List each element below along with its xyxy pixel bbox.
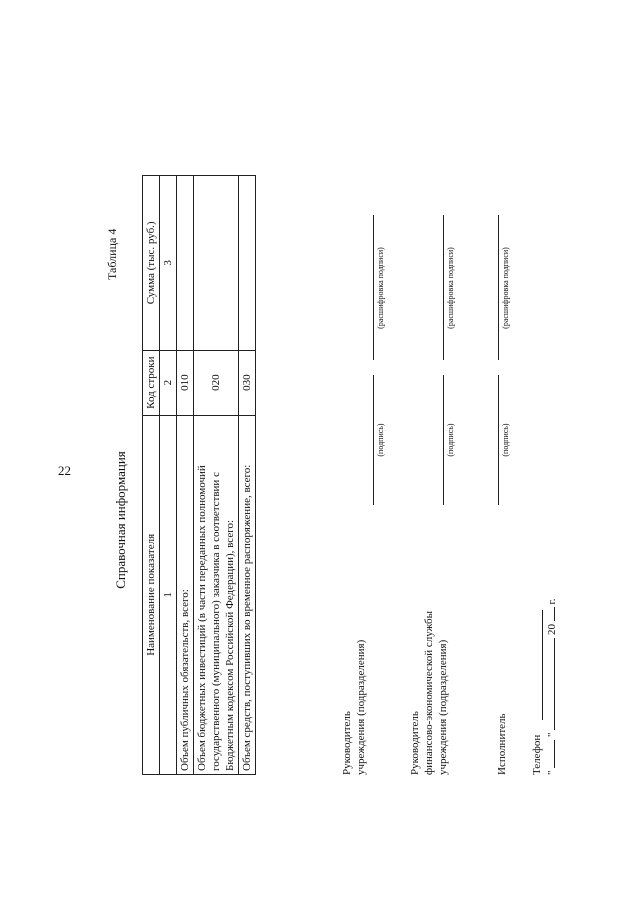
- signature-block-head: [340, 640, 368, 775]
- row-name: Объем публичных обязательств, всего:: [177, 415, 194, 774]
- table-row: [177, 176, 194, 775]
- role-line: учреждения (подразделения): [437, 639, 449, 775]
- row-sum[interactable]: [177, 176, 194, 351]
- rotated-sheet: [90, 135, 570, 905]
- column-number: 1: [160, 415, 177, 774]
- date-quote-close: ": [546, 732, 558, 737]
- role-line: Исполнитель: [496, 713, 508, 775]
- date-suffix: г.: [546, 598, 558, 605]
- signature-block-finance: [408, 611, 450, 775]
- column-number: 3: [160, 176, 177, 351]
- signature-line[interactable]: [373, 375, 374, 505]
- decode-line[interactable]: [373, 215, 374, 360]
- role-line: Руководитель: [409, 711, 421, 775]
- signature-caption: (подпись): [446, 423, 455, 457]
- column-number-row: [160, 176, 177, 775]
- reference-table: [142, 175, 256, 775]
- header-indicator: Наименование показателя: [143, 415, 160, 774]
- table-row: [194, 176, 239, 775]
- decode-line[interactable]: [443, 215, 444, 360]
- header-code: Код строки: [143, 350, 160, 415]
- phone-line[interactable]: [542, 610, 543, 720]
- signature-caption: (подпись): [376, 423, 385, 457]
- date-year-blank[interactable]: [544, 607, 555, 621]
- decode-caption: (расшифровка подписи): [376, 247, 385, 329]
- phone-label: Телефон: [531, 734, 543, 775]
- date-quote-open: ": [546, 770, 558, 775]
- date-year-prefix: 20: [546, 624, 558, 635]
- signature-line[interactable]: [443, 375, 444, 505]
- date-day-blank[interactable]: [544, 740, 555, 768]
- decode-caption: (расшифровка подписи): [446, 247, 455, 329]
- signature-caption: (подпись): [501, 423, 510, 457]
- role-line: финансово-экономической службы: [423, 610, 435, 775]
- document-title: Справочная информация: [113, 451, 128, 589]
- row-name: Объем средств, поступивших во временное распоряжение, всего:: [239, 415, 256, 774]
- row-code: 020: [194, 350, 239, 415]
- page-number: 22: [58, 463, 71, 478]
- row-name: Объем бюджетных инвестиций (в части переданных полномочий государственного (муниципального) заказчика в соответствии с Бюджетным кодексом Российской Федерации), всего:: [194, 415, 239, 774]
- date-field: [544, 598, 559, 775]
- signature-line[interactable]: [498, 375, 499, 505]
- date-month-blank[interactable]: [544, 638, 555, 730]
- table-row: [239, 176, 256, 775]
- row-sum[interactable]: [194, 176, 239, 351]
- role-line: учреждения (подразделения): [355, 639, 367, 775]
- row-code: 010: [177, 350, 194, 415]
- row-code: 030: [239, 350, 256, 415]
- header-sum: Сумма (тыс. руб.): [143, 176, 160, 351]
- column-number: 2: [160, 350, 177, 415]
- row-sum[interactable]: [239, 176, 256, 351]
- decode-caption: (расшифровка подписи): [501, 247, 510, 329]
- role-line: Руководитель: [341, 711, 353, 775]
- decode-line[interactable]: [498, 215, 499, 360]
- signature-block-executor: [495, 713, 509, 775]
- table-header-row: [143, 176, 160, 775]
- table-label: Таблица 4: [105, 228, 119, 280]
